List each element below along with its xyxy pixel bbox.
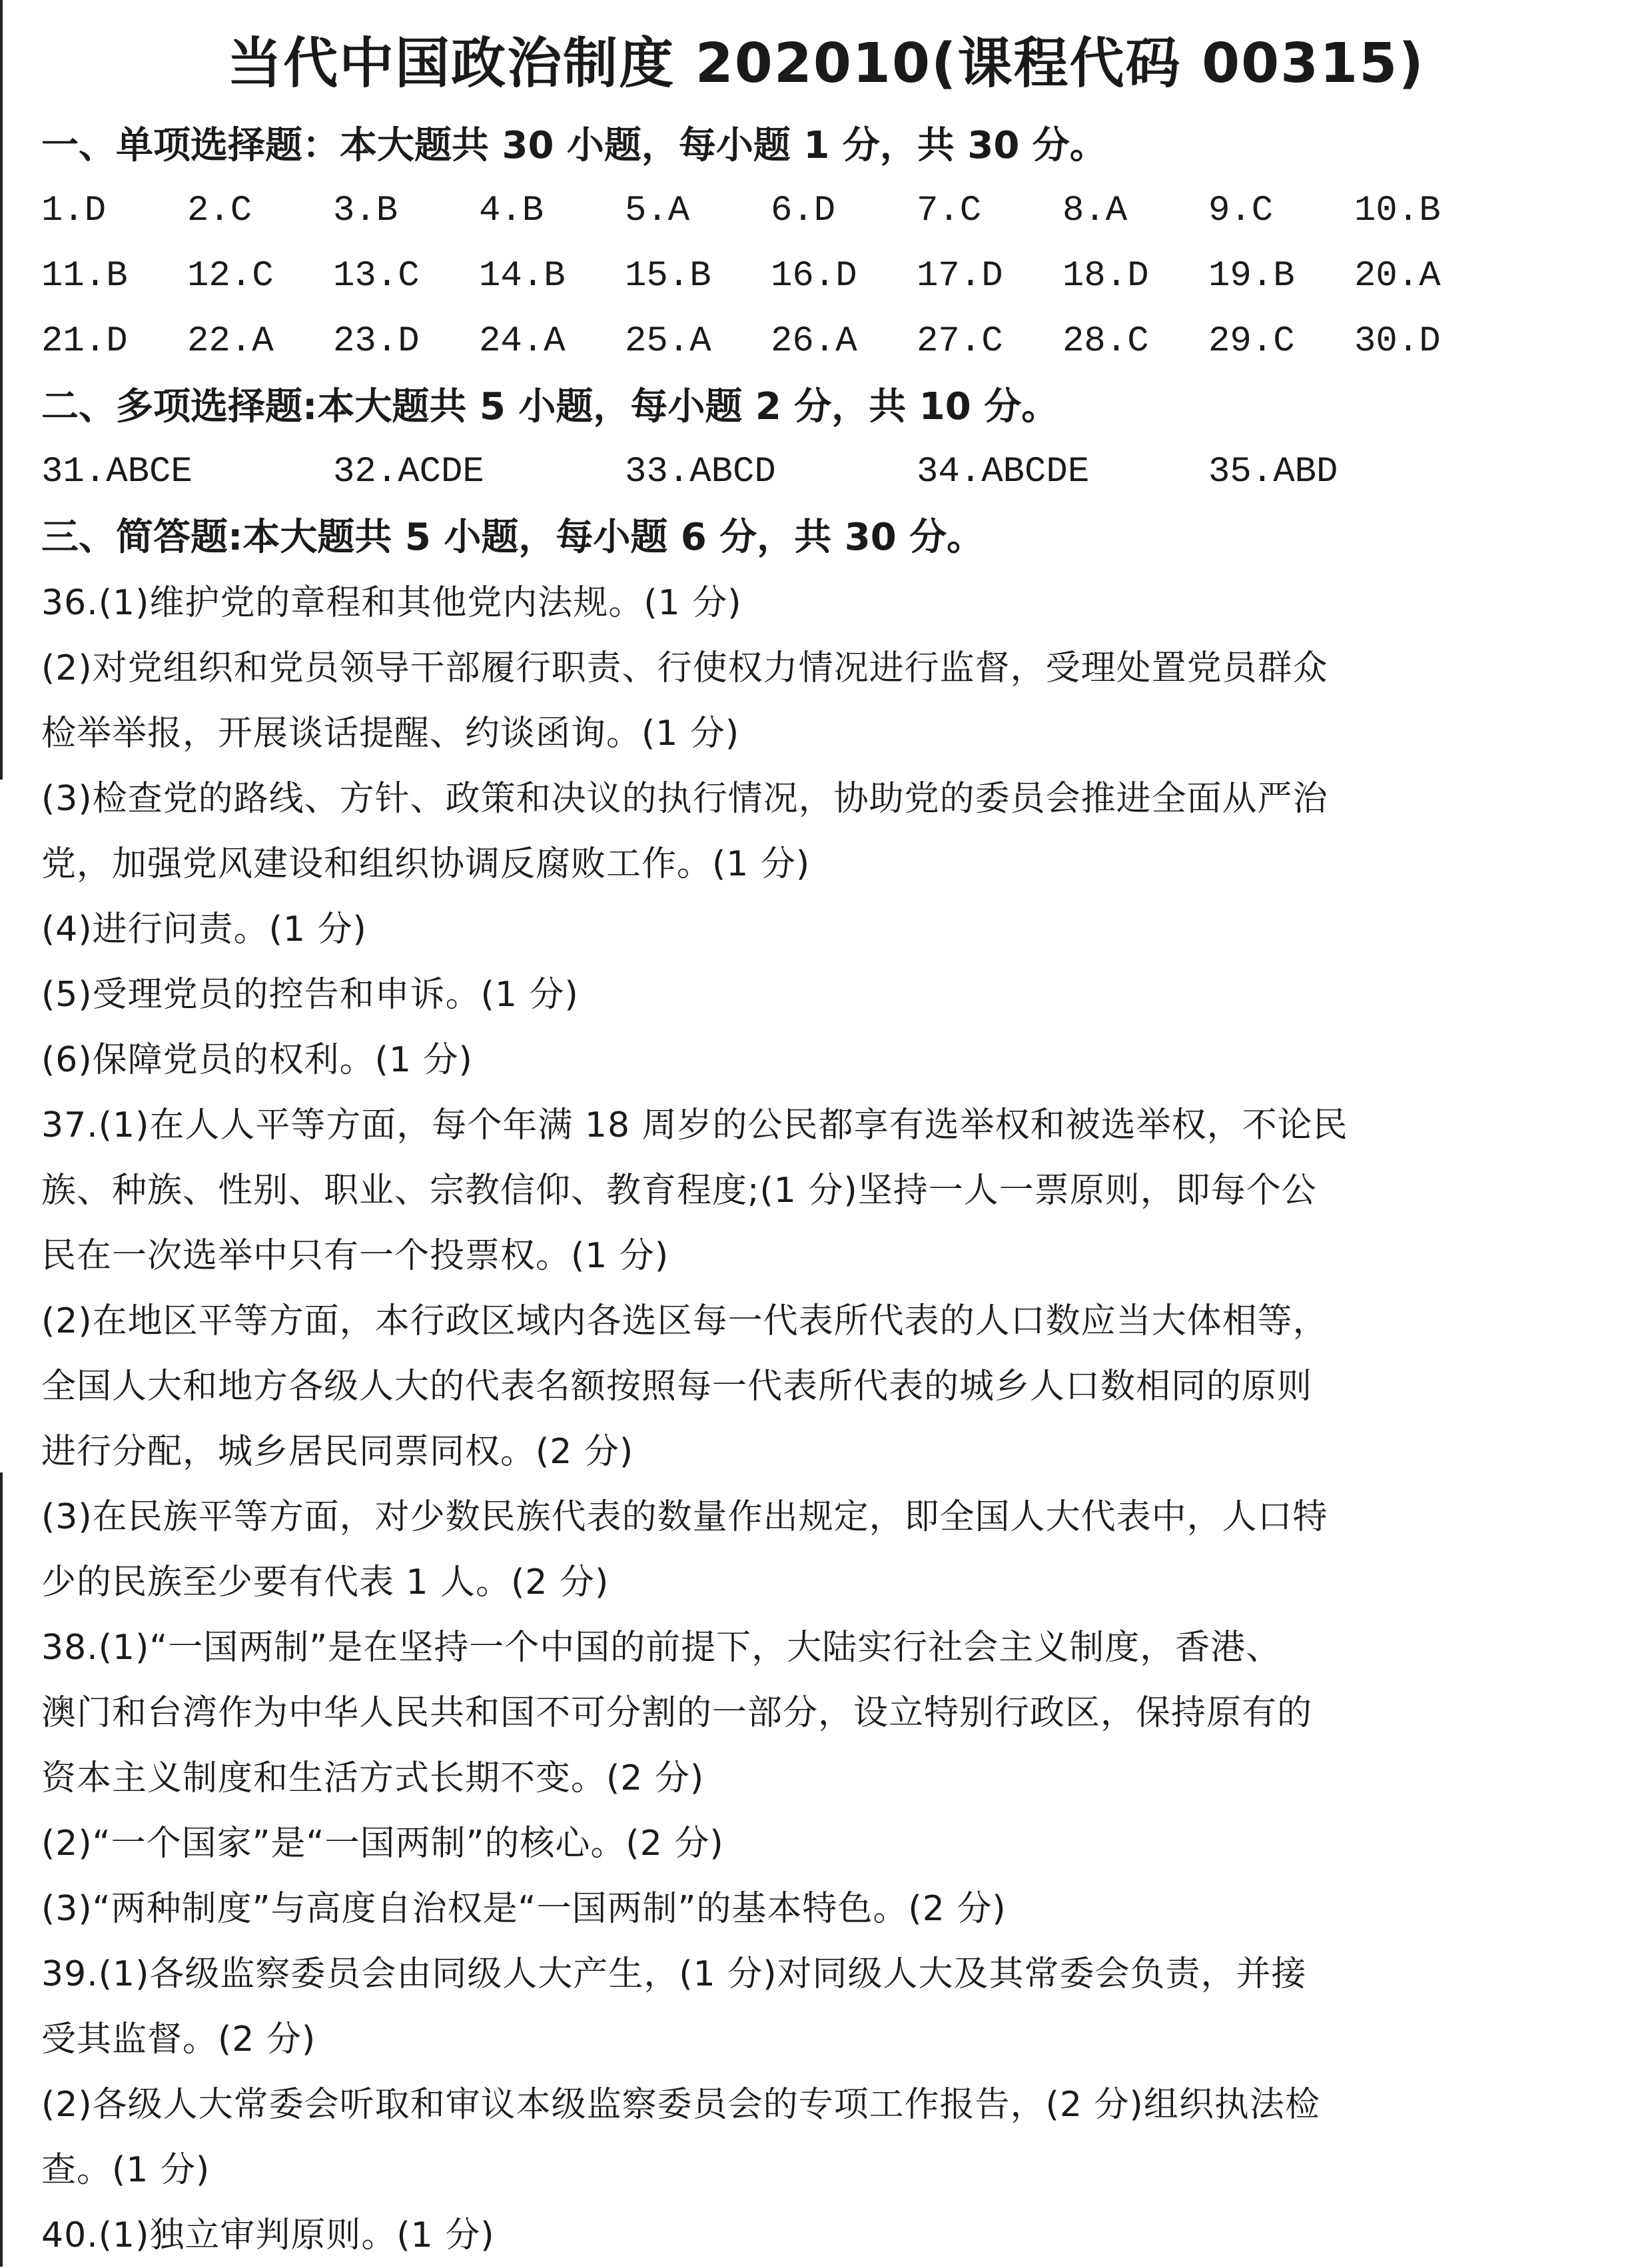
answer-item: 24.A [479,321,566,362]
answer-line: 资本主义制度和生活方式长期不变。(2 分) [41,1758,705,1798]
single-choice-row [41,309,1560,374]
answer-item: 6.D [771,191,836,231]
answer-item: 35.ABD [1208,452,1338,492]
answer-item: 13.C [333,256,420,296]
answer-item: 17.D [917,256,1003,296]
answer-line: 40.(1)独立审判原则。(1 分) [41,2215,495,2255]
answer-item: 28.C [1062,321,1149,362]
answer-item: 33.ABCD [625,452,776,492]
answer-item: 3.B [333,191,398,231]
answer-line: 检举举报，开展谈话提醒、约谈函询。(1 分) [41,714,740,754]
answer-line: 38.(1)“一国两制”是在坚持一个中国的前提下，大陆实行社会主义制度，香港、 [41,1628,1282,1668]
answer-line: 少的民族至少要有代表 1 人。(2 分) [41,1562,610,1602]
answer-item: 26.A [771,321,857,362]
answer-line: (3)在民族平等方面，对少数民族代表的数量作出规定，即全国人大代表中，人口特 [41,1497,1328,1537]
answer-item: 15.B [625,256,711,296]
answer-item: 23.D [333,321,420,362]
answer-item: 2.C [187,191,252,231]
answer-item: 14.B [479,256,566,296]
answer-line: 37.(1)在人人平等方面，每个年满 18 周岁的公民都享有选举权和被选举权，不论民 [41,1105,1348,1145]
answer-item: 1.D [41,191,107,231]
answer-line: 受其监督。(2 分) [41,2019,316,2059]
single-choice-row [41,179,1560,244]
answer-line: 36.(1)维护党的章程和其他党内法规。(1 分) [41,583,742,623]
answer-line: 民在一次选举中只有一个投票权。(1 分) [41,1236,669,1276]
answer-line: (6)保障党员的权利。(1 分) [41,1040,473,1080]
answer-line: (3)检查党的路线、方针、政策和决议的执行情况，协助党的委员会推进全面从严治 [41,779,1328,819]
answer-item: 25.A [625,321,711,362]
answer-document [41,113,1560,2268]
answer-line: 澳门和台湾作为中华人民共和国不可分割的一部分，设立特别行政区，保持原有的 [41,1693,1313,1733]
answer-item: 8.A [1062,191,1128,231]
answer-item: 21.D [41,321,128,362]
answer-line: 进行分配，城乡居民同票同权。(2 分) [41,1432,634,1472]
answer-line: 查。(1 分) [41,2150,210,2190]
answer-item: 18.D [1062,256,1149,296]
answer-item: 34.ABCDE [917,452,1090,492]
page-title: 当代中国政治制度 202010(课程代码 00315) [227,32,1425,95]
answer-line: (2)在地区平等方面，本行政区域内各选区每一代表所代表的人口数应当大体相等， [41,1301,1328,1341]
scan-edge-line [0,1472,3,2267]
section-heading-multiple-choice: 二、多项选择题:本大题共 5 小题，每小题 2 分，共 10 分。 [41,385,1059,428]
answer-item: 12.C [187,256,274,296]
answer-item: 9.C [1208,191,1274,231]
answer-item: 10.B [1354,191,1441,231]
answer-item: 4.B [479,191,544,231]
answer-line: (3)“两种制度”与高度自治权是“一国两制”的基本特色。(2 分) [41,1889,1007,1929]
answer-item: 31.ABCE [41,452,193,492]
answer-item: 11.B [41,256,128,296]
answer-line: (2)对党组织和党员领导干部履行职责、行使权力情况进行监督，受理处置党员群众 [41,648,1328,688]
answer-line: (2)“一个国家”是“一国两制”的核心。(2 分) [41,1824,724,1864]
answer-item: 22.A [187,321,274,362]
single-choice-row [41,244,1560,309]
answer-line: (2)各级人大常委会听取和审议本级监察委员会的专项工作报告，(2 分)组织执法检 [41,2085,1320,2125]
answer-line: (5)受理党员的控告和申诉。(1 分) [41,975,579,1015]
answer-line: 全国人大和地方各级人大的代表名额按照每一代表所代表的城乡人口数相同的原则 [41,1367,1313,1407]
answer-item: 29.C [1208,321,1295,362]
multiple-choice-row [41,440,1560,505]
answer-item: 32.ACDE [333,452,484,492]
answer-line: 族、种族、性别、职业、宗教信仰、教育程度;(1 分)坚持一人一票原则，即每个公 [41,1171,1317,1211]
answer-item: 20.A [1354,256,1441,296]
answer-line: 39.(1)各级监察委员会由同级人大产生，(1 分)对同级人大及其常委会负责，并接 [41,1954,1307,1994]
answer-item: 5.A [625,191,690,231]
answer-item: 19.B [1208,256,1295,296]
answer-item: 7.C [917,191,982,231]
answer-line: (4)进行问责。(1 分) [41,909,367,949]
answer-item: 16.D [771,256,857,296]
answer-line: 党，加强党风建设和组织协调反腐败工作。(1 分) [41,844,811,884]
section-heading-short-answer: 三、简答题:本大题共 5 小题，每小题 6 分，共 30 分。 [41,516,985,559]
answer-item: 30.D [1354,321,1441,362]
scan-edge-line [0,0,3,780]
section-heading-single-choice: 一、单项选择题：本大题共 30 小题，每小题 1 分，共 30 分。 [41,124,1107,167]
answer-item: 27.C [917,321,1003,362]
